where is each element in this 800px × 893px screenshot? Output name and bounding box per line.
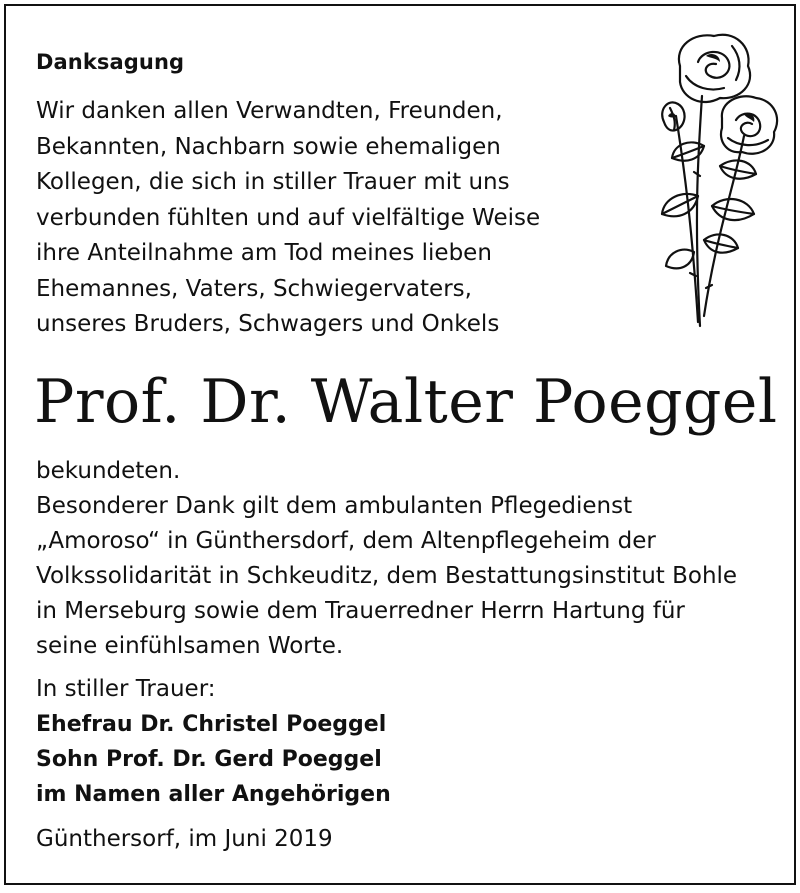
deceased-name: Prof. Dr. Walter Poeggel xyxy=(34,367,778,437)
rose-icon xyxy=(624,26,784,336)
signer-line: Sohn Prof. Dr. Gerd Poeggel xyxy=(36,747,382,772)
body-line: in Merseburg sowie dem Trauerredner Herrn Hartung für xyxy=(36,598,685,624)
signer-line: im Namen aller Angehörigen xyxy=(36,782,391,807)
intro-text xyxy=(36,94,616,343)
thanks-text xyxy=(36,454,776,664)
mourning-intro: In stiller Trauer: xyxy=(36,676,216,702)
body-line: „Amoroso“ in Günthersdorf, dem Altenpflegeheim der xyxy=(36,528,656,554)
notice-heading: Danksagung xyxy=(36,50,185,74)
body-line: Besonderer Dank gilt dem ambulanten Pflegedienst xyxy=(36,493,633,519)
signers-block xyxy=(36,707,391,812)
body-line: bekundeten. xyxy=(36,458,181,484)
place-date: Günthersorf, im Juni 2019 xyxy=(36,826,333,852)
body-line: seine einfühlsamen Worte. xyxy=(36,633,344,659)
intro-line: Wir danken allen Verwandten, Freunden, xyxy=(36,98,503,124)
obituary-notice xyxy=(4,4,796,885)
intro-line: verbunden fühlten und auf vielfältige Weise xyxy=(36,204,541,231)
intro-line: unseres Bruders, Schwagers und Onkels xyxy=(36,311,500,337)
intro-line: Ehemannes, Vaters, Schwiegervaters, xyxy=(36,275,472,302)
signer-line: Ehefrau Dr. Christel Poeggel xyxy=(36,712,387,737)
body-line: Volkssolidarität in Schkeuditz, dem Bestattungsinstitut Bohle xyxy=(36,563,738,589)
intro-line: ihre Anteilnahme am Tod meines lieben xyxy=(36,240,492,266)
intro-line: Kollegen, die sich in stiller Trauer mit uns xyxy=(36,169,510,195)
intro-line: Bekannten, Nachbarn sowie ehemaligen xyxy=(36,133,501,160)
